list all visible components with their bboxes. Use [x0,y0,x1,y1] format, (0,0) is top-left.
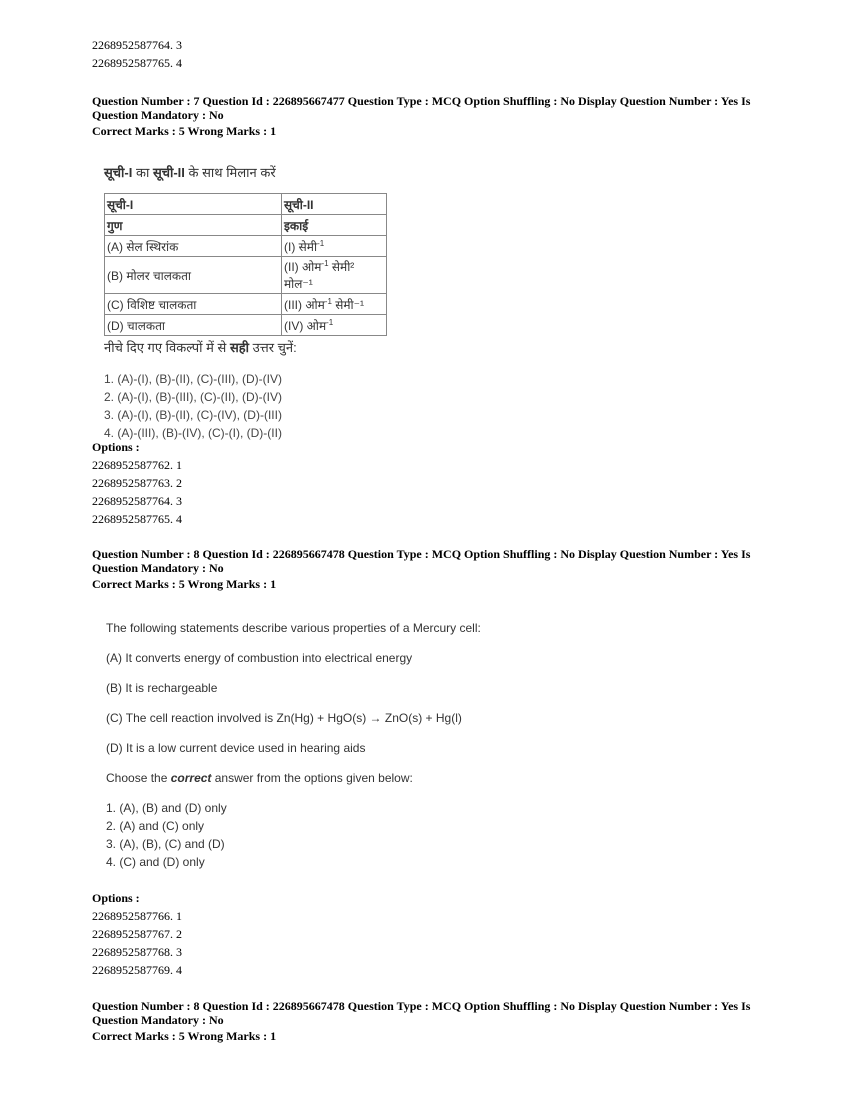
table-header-row [105,215,387,236]
option-line: 2268952587764. 3 [92,38,182,52]
q7-options [92,438,772,528]
unit-sup: -1 [321,259,329,268]
unit-text: (IV) ओम [284,318,327,333]
option-line: 2268952587764. 3 [92,494,182,508]
option-line: 2268952587762. 1 [92,458,182,472]
choice-item: 4. (C) and (D) only [106,855,205,869]
question-mandatory: Question Mandatory : No [92,1013,224,1027]
table-row [105,294,387,315]
table-cell [282,257,387,294]
question-meta: Question Number : 8 Question Id : 226895667478 Question Type : MCQ Option Shuffling : No Display Question Number : Yes Is [92,547,751,561]
table-cell [282,294,387,315]
table-header-cell: सूची-I [105,194,282,215]
question-mandatory: Question Mandatory : No [92,108,224,122]
q8-repeat-header [92,999,772,1043]
table-header-cell: इकाई [282,215,387,236]
table-cell [282,236,387,257]
option-line: 2268952587766. 1 [92,909,182,923]
unit-text: सेमी² मोल⁻¹ [284,260,355,291]
intro-text: के साथ मिलान करें [184,165,276,180]
table-row [105,236,387,257]
choice-item: 1. (A)-(I), (B)-(II), (C)-(III), (D)-(IV) [104,372,282,386]
unit-sup: -1 [324,296,332,306]
top-options [92,36,772,72]
choice-item: 2. (A)-(I), (B)-(III), (C)-(II), (D)-(IV) [104,390,282,404]
choice-item: 3. (A), (B), (C) and (D) [106,837,225,851]
options-label: Options : [92,440,140,454]
statement-text: (B) It is rechargeable [106,681,218,695]
question-meta: Question Number : 7 Question Id : 226895667477 Question Type : MCQ Option Shuffling : No Display Question Number : Yes Is [92,94,751,108]
list-1-label: सूची-I [104,165,133,180]
q7-body [104,163,424,442]
question-marks: Correct Marks : 5 Wrong Marks : 1 [92,1029,277,1043]
question-mandatory: Question Mandatory : No [92,561,224,575]
statement-text: (D) It is a low current device used in hearing aids [106,741,366,755]
unit-sup: -1 [317,238,325,248]
q8-options [92,889,772,979]
statement-text: The following statements describe various properties of a Mercury cell: [106,621,481,635]
table-header-cell: सूची-II [282,194,387,215]
table-cell: (A) सेल स्थिरांक [105,236,282,257]
option-line: 2268952587765. 4 [92,512,182,526]
table-cell: (D) चालकता [105,315,282,336]
table-header-row [105,194,387,215]
option-line: 2268952587768. 3 [92,945,182,959]
instruction-text: answer from the options given below: [211,771,413,785]
unit-text: (II) ओम [284,260,322,274]
choice-item: 1. (A), (B) and (D) only [106,801,227,815]
unit-text: सेमी⁻¹ [331,297,364,312]
question-marks: Correct Marks : 5 Wrong Marks : 1 [92,124,277,138]
table-header-cell: गुण [105,215,282,236]
option-line: 2268952587765. 4 [92,56,182,70]
instruction-text: Choose the [106,771,171,785]
q8-header [92,547,772,591]
table-cell [282,315,387,336]
instruction-emphasis: सही [229,340,250,355]
unit-text: (I) सेमी [284,239,318,254]
choice-item: 4. (A)-(III), (B)-(IV), (C)-(I), (D)-(II) [104,426,282,440]
list-2-label: सूची-II [152,165,185,180]
option-line: 2268952587763. 2 [92,476,182,490]
q7-instruction [104,338,424,356]
q8-choices [106,799,606,871]
unit-sup: -1 [326,317,334,327]
question-meta: Question Number : 8 Question Id : 226895667478 Question Type : MCQ Option Shuffling : No Display Question Number : Yes Is [92,999,751,1013]
q7-choices [104,370,424,442]
statement-text: (C) The cell reaction involved is Zn(Hg) + HgO(s) → ZnO(s) + Hg(l) [106,711,462,725]
table-row [105,315,387,336]
instruction-text: उत्तर चुनें: [249,340,297,355]
q7-intro [104,163,424,183]
question-marks: Correct Marks : 5 Wrong Marks : 1 [92,577,277,591]
q8-body [106,619,606,871]
option-line: 2268952587767. 2 [92,927,182,941]
statement-text: (A) It converts energy of combustion into electrical energy [106,651,413,665]
instruction-emphasis: correct [170,771,212,785]
choice-item: 2. (A) and (C) only [106,819,205,833]
match-table [104,193,387,336]
q8-instruction [106,769,606,787]
table-row [105,257,387,294]
q7-header [92,94,772,138]
table-cell: (B) मोलर चालकता [105,257,282,294]
unit-text: (III) ओम [284,297,325,312]
table-cell: (C) विशिष्ट चालकता [105,294,282,315]
choice-item: 3. (A)-(I), (B)-(II), (C)-(IV), (D)-(III) [104,408,282,422]
options-label: Options : [92,891,140,905]
instruction-text: नीचे दिए गए विकल्पों में से [104,340,230,355]
option-line: 2268952587769. 4 [92,963,182,977]
intro-text: का [132,165,153,180]
